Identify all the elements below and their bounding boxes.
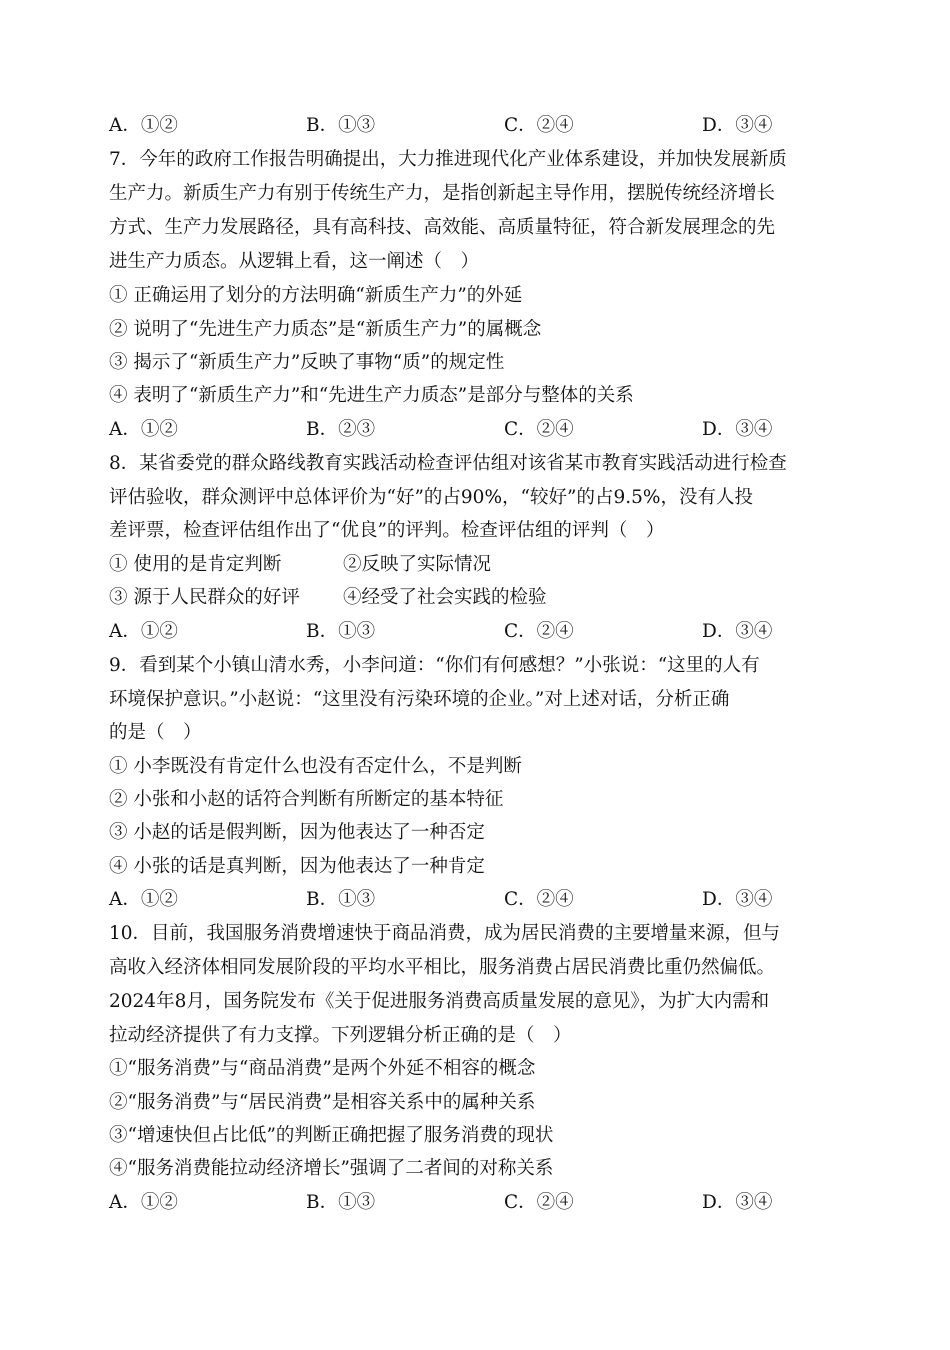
q7-options bbox=[109, 413, 844, 446]
q8-option-b: B．①③ bbox=[306, 621, 376, 642]
q8-item-2: ②反映了实际情况 bbox=[343, 554, 492, 575]
q8-option-a: A．①② bbox=[109, 621, 178, 642]
q7-item-3: ③ 揭示了“新质生产力”反映了事物“质”的规定性 bbox=[109, 352, 505, 373]
q8-stem-line-1: 8．某省委党的群众路线教育实践活动检查评估组对该省某市教育实践活动进行检查 bbox=[109, 453, 787, 474]
q9-option-a: A．①② bbox=[109, 889, 178, 910]
q10-item-4: ④“服务消费能拉动经济增长”强调了二者间的对称关系 bbox=[109, 1158, 554, 1179]
q7-stem-line-3: 方式、生产力发展路径，具有高科技、高效能、高质量特征，符合新发展理念的先 bbox=[109, 217, 776, 238]
q10-item-3: ③“增速快但占比低”的判断正确把握了服务消费的现状 bbox=[109, 1125, 554, 1146]
q10-option-b: B．①③ bbox=[306, 1192, 376, 1213]
q7-option-d: D．③④ bbox=[702, 419, 773, 440]
q8-items-row-2 bbox=[109, 581, 844, 614]
q7-stem-line-1: 7．今年的政府工作报告明确提出，大力推进现代化产业体系建设，并加快发展新质 bbox=[109, 149, 787, 170]
q7-stem-line-2: 生产力。新质生产力有别于传统生产力，是指创新起主导作用，摆脱传统经济增长 bbox=[109, 183, 776, 204]
q6-option-a: A．①② bbox=[109, 115, 178, 136]
q9-options bbox=[109, 883, 844, 916]
q7-option-c: C．②④ bbox=[504, 419, 574, 440]
q8-stem-line-2: 评估验收，群众测评中总体评价为“好”的占90%，“较好”的占9.5%，没有人投 bbox=[109, 487, 753, 508]
q8-item-3: ③ 源于人民群众的好评 bbox=[109, 587, 300, 608]
q7-option-a: A．①② bbox=[109, 419, 178, 440]
q10-item-1: ①“服务消费”与“商品消费”是两个外延不相容的概念 bbox=[109, 1058, 536, 1079]
q10-item-2: ②“服务消费”与“居民消费”是相容关系中的属种关系 bbox=[109, 1092, 536, 1113]
q6-option-b: B．①③ bbox=[306, 115, 376, 136]
q9-stem-line-1: 9．看到某个小镇山清水秀，小李问道：“你们有何感想？”小张说：“这里的人有 bbox=[109, 655, 760, 676]
q10-options bbox=[109, 1186, 844, 1219]
q10-stem-line-1: 10．目前，我国服务消费增速快于商品消费，成为居民消费的主要增量来源，但与 bbox=[109, 923, 781, 944]
q10-option-a: A．①② bbox=[109, 1192, 178, 1213]
q7-item-2: ② 说明了“先进生产力质态”是“新质生产力”的属概念 bbox=[109, 319, 542, 340]
q9-option-b: B．①③ bbox=[306, 889, 376, 910]
q8-item-1: ① 使用的是肯定判断 bbox=[109, 554, 282, 575]
q8-stem-line-3: 差评票，检查评估组作出了“优良”的评判。检查评估组的评判（ ） bbox=[109, 520, 665, 541]
q7-option-b: B．②③ bbox=[306, 419, 376, 440]
q10-stem-line-4: 拉动经济提供了有力支撑。下列逻辑分析正确的是（ ） bbox=[109, 1025, 572, 1046]
q8-option-c: C．②④ bbox=[504, 621, 574, 642]
q7-item-4: ④ 表明了“新质生产力”和“先进生产力质态”是部分与整体的关系 bbox=[109, 385, 634, 406]
q9-item-2: ② 小张和小赵的话符合判断有所断定的基本特征 bbox=[109, 789, 504, 810]
q10-option-d: D．③④ bbox=[702, 1192, 773, 1213]
q7-item-1: ① 正确运用了划分的方法明确“新质生产力”的外延 bbox=[109, 285, 523, 306]
q9-option-c: C．②④ bbox=[504, 889, 574, 910]
q7-stem-line-4: 进生产力质态。从逻辑上看，这一阐述（ ） bbox=[109, 251, 480, 272]
q9-option-d: D．③④ bbox=[702, 889, 773, 910]
q9-item-4: ④ 小张的话是真判断，因为他表达了一种肯定 bbox=[109, 856, 485, 877]
q10-stem-line-3: 2024年8月，国务院发布《关于促进服务消费高质量发展的意见》，为扩大内需和 bbox=[109, 991, 770, 1012]
q6-option-c: C．②④ bbox=[504, 115, 574, 136]
q8-options bbox=[109, 615, 844, 648]
q9-stem-line-2: 环境保护意识。”小赵说：“这里没有污染环境的企业。”对上述对话，分析正确 bbox=[109, 689, 730, 710]
q9-stem-line-3: 的是（ ） bbox=[109, 722, 202, 743]
q9-item-1: ① 小李既没有肯定什么也没有否定什么，不是判断 bbox=[109, 756, 522, 777]
q10-stem-line-2: 高收入经济体相同发展阶段的平均水平相比，服务消费占居民消费比重仍然偏低。 bbox=[109, 957, 776, 978]
q8-item-4: ④经受了社会实践的检验 bbox=[343, 587, 547, 608]
q10-option-c: C．②④ bbox=[504, 1192, 574, 1213]
q6-options bbox=[109, 109, 844, 142]
q8-items-row-1 bbox=[109, 548, 844, 581]
q9-item-3: ③ 小赵的话是假判断，因为他表达了一种否定 bbox=[109, 822, 485, 843]
q6-option-d: D．③④ bbox=[702, 115, 773, 136]
q8-option-d: D．③④ bbox=[702, 621, 773, 642]
